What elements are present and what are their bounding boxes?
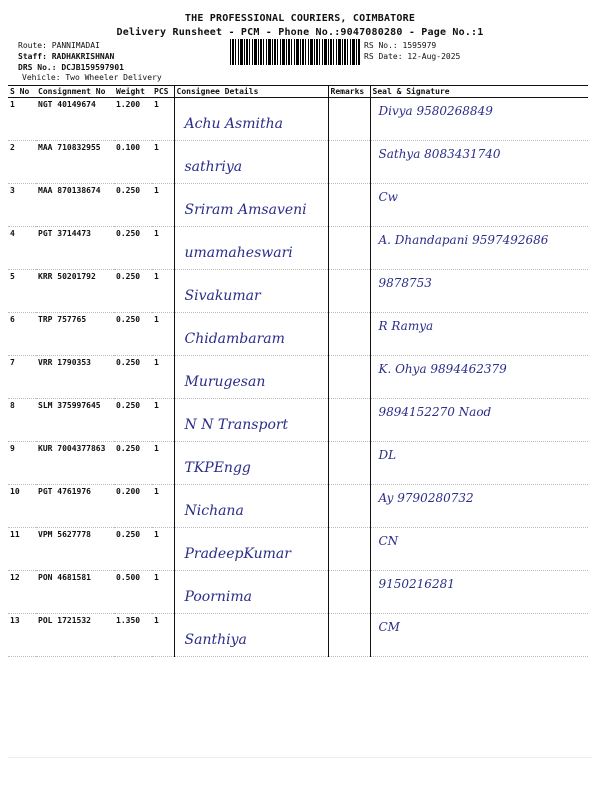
row-consignee xyxy=(174,98,328,141)
page-footer-line xyxy=(8,757,592,758)
row-remarks xyxy=(328,227,370,270)
row-remarks xyxy=(328,141,370,184)
row-weight: 1.200 xyxy=(114,98,152,141)
handwritten-consignee: Santhiya xyxy=(184,632,247,648)
row-sno: 12 xyxy=(8,571,36,614)
handwritten-consignee: N N Transport xyxy=(184,417,289,433)
row-weight: 0.250 xyxy=(114,227,152,270)
row-pcs: 1 xyxy=(152,98,174,141)
runsheet-table xyxy=(8,85,588,657)
row-signature xyxy=(370,184,588,227)
row-signature xyxy=(370,442,588,485)
row-consignee xyxy=(174,356,328,399)
col-weight: Weight xyxy=(114,86,152,98)
row-remarks xyxy=(328,184,370,227)
row-consignment-no: SLM 375997645 xyxy=(36,399,114,442)
row-sno: 5 xyxy=(8,270,36,313)
row-sno: 8 xyxy=(8,399,36,442)
table-row xyxy=(8,98,588,141)
row-signature xyxy=(370,399,588,442)
rs-date: RS Date: 12-Aug-2025 xyxy=(364,52,461,61)
table-row xyxy=(8,571,588,614)
row-sno: 10 xyxy=(8,485,36,528)
row-weight: 0.250 xyxy=(114,184,152,227)
table-row xyxy=(8,485,588,528)
route-label: Route: PANNIMADAI xyxy=(18,41,100,50)
handwritten-signature: Divya 9580268849 xyxy=(378,104,493,118)
row-consignment-no: KRR 50201792 xyxy=(36,270,114,313)
row-weight: 0.250 xyxy=(114,270,152,313)
row-remarks xyxy=(328,528,370,571)
runsheet-subtitle: Delivery Runsheet - PCM - Phone No.:9047080280 - Page No.:1 xyxy=(116,27,484,38)
rs-number: RS No.: 1595979 xyxy=(364,41,437,50)
row-consignee xyxy=(174,614,328,657)
row-consignee xyxy=(174,227,328,270)
row-consignment-no: PGT 4761976 xyxy=(36,485,114,528)
handwritten-signature: K. Ohya 9894462379 xyxy=(378,362,507,376)
handwritten-consignee: Poornima xyxy=(184,589,253,605)
handwritten-consignee: Sivakumar xyxy=(184,288,261,304)
row-weight: 0.200 xyxy=(114,485,152,528)
table-row xyxy=(8,528,588,571)
row-consignee xyxy=(174,528,328,571)
row-weight: 0.250 xyxy=(114,528,152,571)
row-consignee xyxy=(174,442,328,485)
handwritten-signature: Cw xyxy=(378,190,398,204)
barcode-icon xyxy=(230,39,360,65)
row-pcs: 1 xyxy=(152,485,174,528)
row-pcs: 1 xyxy=(152,528,174,571)
row-consignee xyxy=(174,141,328,184)
row-remarks xyxy=(328,442,370,485)
row-pcs: 1 xyxy=(152,141,174,184)
row-consignment-no: PGT 3714473 xyxy=(36,227,114,270)
row-weight: 1.350 xyxy=(114,614,152,657)
row-signature xyxy=(370,313,588,356)
row-signature xyxy=(370,98,588,141)
row-weight: 0.250 xyxy=(114,442,152,485)
handwritten-consignee: Achu Asmitha xyxy=(184,116,283,132)
drs-number: DRS No.: DCJB159597901 xyxy=(18,63,124,72)
handwritten-consignee: Murugesan xyxy=(184,374,266,390)
handwritten-signature: CN xyxy=(378,534,399,548)
row-sno: 11 xyxy=(8,528,36,571)
row-pcs: 1 xyxy=(152,270,174,313)
row-signature xyxy=(370,528,588,571)
handwritten-signature: CM xyxy=(378,620,400,634)
handwritten-signature: 9878753 xyxy=(378,276,432,290)
col-consignment: Consignment No xyxy=(36,86,114,98)
row-remarks xyxy=(328,399,370,442)
row-consignment-no: NGT 40149674 xyxy=(36,98,114,141)
row-consignee xyxy=(174,270,328,313)
row-consignment-no: POL 1721532 xyxy=(36,614,114,657)
row-remarks xyxy=(328,356,370,399)
vehicle-label: Vehicle: Two Wheeler Delivery xyxy=(22,73,162,82)
row-weight: 0.250 xyxy=(114,399,152,442)
handwritten-consignee: sathriya xyxy=(184,159,243,175)
row-weight: 0.500 xyxy=(114,571,152,614)
table-header-row xyxy=(8,86,588,98)
row-signature xyxy=(370,485,588,528)
handwritten-consignee: Sriram Amsaveni xyxy=(184,202,307,218)
row-signature xyxy=(370,227,588,270)
row-remarks xyxy=(328,313,370,356)
table-row xyxy=(8,442,588,485)
row-consignment-no: KUR 7004377863 xyxy=(36,442,114,485)
table-row xyxy=(8,184,588,227)
table-row xyxy=(8,614,588,657)
table-row xyxy=(8,356,588,399)
col-sno: S No xyxy=(8,86,36,98)
table-row xyxy=(8,141,588,184)
row-consignee xyxy=(174,571,328,614)
handwritten-consignee: Nichana xyxy=(184,503,244,519)
row-pcs: 1 xyxy=(152,356,174,399)
row-weight: 0.100 xyxy=(114,141,152,184)
row-signature xyxy=(370,270,588,313)
row-sno: 6 xyxy=(8,313,36,356)
handwritten-consignee: umamaheswari xyxy=(184,245,293,261)
row-pcs: 1 xyxy=(152,227,174,270)
handwritten-signature: Sathya 8083431740 xyxy=(378,147,501,161)
table-row xyxy=(8,313,588,356)
row-consignee xyxy=(174,313,328,356)
row-pcs: 1 xyxy=(152,571,174,614)
company-title: THE PROFESSIONAL COURIERS, COIMBATORE xyxy=(184,13,416,24)
row-signature xyxy=(370,614,588,657)
handwritten-signature: 9894152270 Naod xyxy=(378,405,492,419)
row-remarks xyxy=(328,270,370,313)
row-consignee xyxy=(174,485,328,528)
table-row xyxy=(8,270,588,313)
col-signature: Seal & Signature xyxy=(370,86,588,98)
row-weight: 0.250 xyxy=(114,356,152,399)
row-pcs: 1 xyxy=(152,313,174,356)
table-row xyxy=(8,227,588,270)
row-sno: 3 xyxy=(8,184,36,227)
row-consignment-no: VPM 5627778 xyxy=(36,528,114,571)
row-pcs: 1 xyxy=(152,614,174,657)
col-consignee: Consignee Details xyxy=(174,86,328,98)
row-consignment-no: MAA 710832955 xyxy=(36,141,114,184)
row-pcs: 1 xyxy=(152,184,174,227)
handwritten-consignee: TKPEngg xyxy=(184,460,251,476)
row-consignment-no: MAA 870138674 xyxy=(36,184,114,227)
row-sno: 13 xyxy=(8,614,36,657)
handwritten-consignee: PradeepKumar xyxy=(184,546,291,562)
table-row xyxy=(8,399,588,442)
row-sno: 1 xyxy=(8,98,36,141)
row-consignee xyxy=(174,399,328,442)
row-remarks xyxy=(328,98,370,141)
row-remarks xyxy=(328,571,370,614)
row-signature xyxy=(370,141,588,184)
row-consignment-no: VRR 1790353 xyxy=(36,356,114,399)
row-signature xyxy=(370,356,588,399)
row-pcs: 1 xyxy=(152,399,174,442)
handwritten-signature: DL xyxy=(378,448,397,462)
row-consignee xyxy=(174,184,328,227)
row-sno: 2 xyxy=(8,141,36,184)
row-weight: 0.250 xyxy=(114,313,152,356)
row-consignment-no: TRP 757765 xyxy=(36,313,114,356)
col-pcs: PCS xyxy=(152,86,174,98)
handwritten-signature: A. Dhandapani 9597492686 xyxy=(378,233,549,247)
staff-label: Staff: RADHAKRISHNAN xyxy=(18,52,115,61)
row-remarks xyxy=(328,485,370,528)
row-consignment-no: PON 4681581 xyxy=(36,571,114,614)
col-remarks: Remarks xyxy=(328,86,370,98)
row-sno: 9 xyxy=(8,442,36,485)
row-sno: 7 xyxy=(8,356,36,399)
handwritten-consignee: Chidambaram xyxy=(184,331,285,347)
row-signature xyxy=(370,571,588,614)
handwritten-signature: R Ramya xyxy=(378,319,434,333)
row-pcs: 1 xyxy=(152,442,174,485)
row-sno: 4 xyxy=(8,227,36,270)
handwritten-signature: 9150216281 xyxy=(378,577,455,591)
handwritten-signature: Ay 9790280732 xyxy=(378,491,474,505)
row-remarks xyxy=(328,614,370,657)
